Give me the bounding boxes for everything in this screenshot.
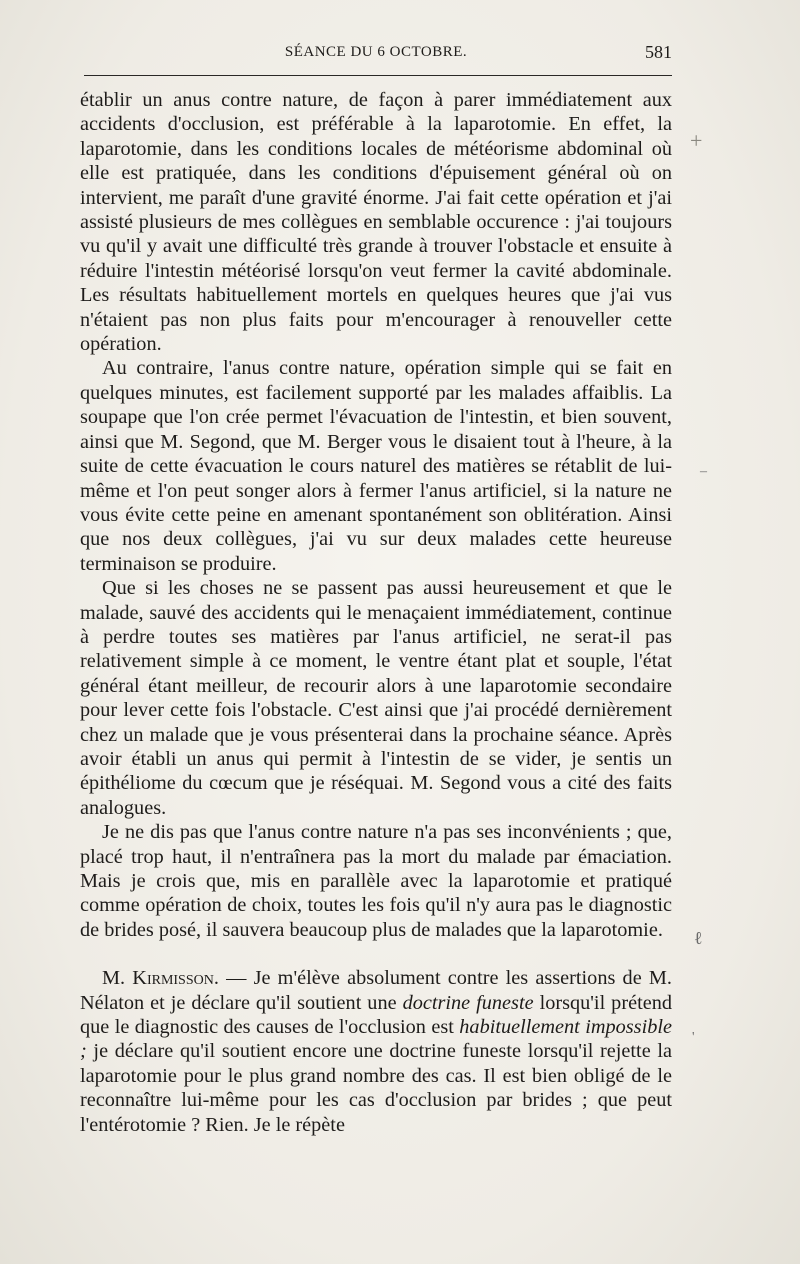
page-header <box>80 44 672 66</box>
margin-pencil-mark: + <box>690 128 703 153</box>
paragraph: Je ne dis pas que l'anus contre nature n'a pas ses inconvénients ; que, placé trop haut, il n'entraînera pas la mort du malade par émaciation. Mais je crois que, mis en parallèle avec la laparotomie et pratiqué comme opération de choix, toutes les fois qu'il n'y aura pas le diagnostic de brides posé, il sauvera beaucoup plus de malades que la laparotomie. <box>80 821 672 941</box>
speaker-text: je déclare qu'il soutient encore une doctrine funeste lorsqu'il rejette la laparotomie pour le plus grand nombre des cas. Il est bien obligé de le reconnaître lui-même pour les cas d'occlusion par brides ; que peut l'entérotomie ? Rien. Je le répète <box>80 1040 672 1136</box>
paragraph: Au contraire, l'anus contre nature, opération simple qui se fait en quelques minutes, est facilement supporté par les malades affaiblis. La soupape que l'on crée permet l'évacuation de l'intestin, et bien souvent, ainsi que M. Segond, que M. Berger vous le disaient tout à l'heure, à la suite de cette évacuation le cours naturel des matières se rétablit de lui-même et l'on peut songer alors à fermer l'anus artificiel, si la nature ne vous évite cette peine en amenant spontanément son oblitération. Ainsi que nos deux collègues, j'ai vu sur deux malades cette heureuse terminaison se produire. <box>80 357 672 575</box>
margin-pencil-mark: ℓ <box>694 928 703 948</box>
emphasis: habituellement impossible ; <box>80 1016 672 1063</box>
header-rule <box>84 75 672 76</box>
speaker-name: M. Kirmisson. <box>102 967 219 990</box>
paragraph: établir un anus contre nature, de façon à parer immédiatement aux accidents d'occlusion, est préférable à la laparotomie. En effet, la laparotomie, dans les conditions locales de météorisme abdominal où elle est pratiquée, dans les conditions d'épuisement général où on intervient, me paraît d'une gravité énorme. J'ai fait cette opération et j'ai assisté plusieurs de mes collègues en semblable occurence : j'ai toujours vu qu'il y avait une difficulté très grande à trouver l'obstacle et ensuite à réduire l'intestin météorisé lorsqu'on veut fermer la cavité abdominale. Les résultats habituellement mortels en quelques heures que j'ai vus n'étaient pas non plus faits pour m'encourager à renouveller cette opération. <box>80 89 672 356</box>
speaker-text: lorsqu'il prétend que le diagnostic des causes de l'occlusion est <box>80 991 672 1039</box>
speaker-text: — Je m'élève absolument contre les assertions de M. Nélaton et je déclare qu'il soutient une <box>80 967 672 1014</box>
running-title: SÉANCE DU 6 OCTOBRE. <box>284 44 468 60</box>
body-text <box>80 88 672 1137</box>
margin-pencil-mark: – <box>700 464 707 479</box>
emphasis: doctrine funeste <box>402 991 534 1014</box>
paragraph: Que si les choses ne se passent pas aussi heureusement et que le malade, sauvé des accidents qui le menaçaient immédiatement, continue à perdre toutes ses matières par l'anus artificiel, ne serat-il pas relativement simple à ce moment, le ventre étant plat et souple, l'état général étant meilleur, de recourir alors à une laparotomie secondaire pour lever cette fois l'obstacle. C'est ainsi que j'ai procédé dernièrement chez un malade que je vous présenterai dans la prochaine séance. Après avoir établi un anus qui permit à l'intestin de se vider, je sentis un épithéliome du cœcum que je réséquai. M. Segond vous a cité des faits analogues. <box>80 577 672 819</box>
margin-pencil-mark: ' <box>692 1030 695 1045</box>
speaker-paragraph <box>80 966 672 1137</box>
page-number: 581 <box>645 42 672 62</box>
